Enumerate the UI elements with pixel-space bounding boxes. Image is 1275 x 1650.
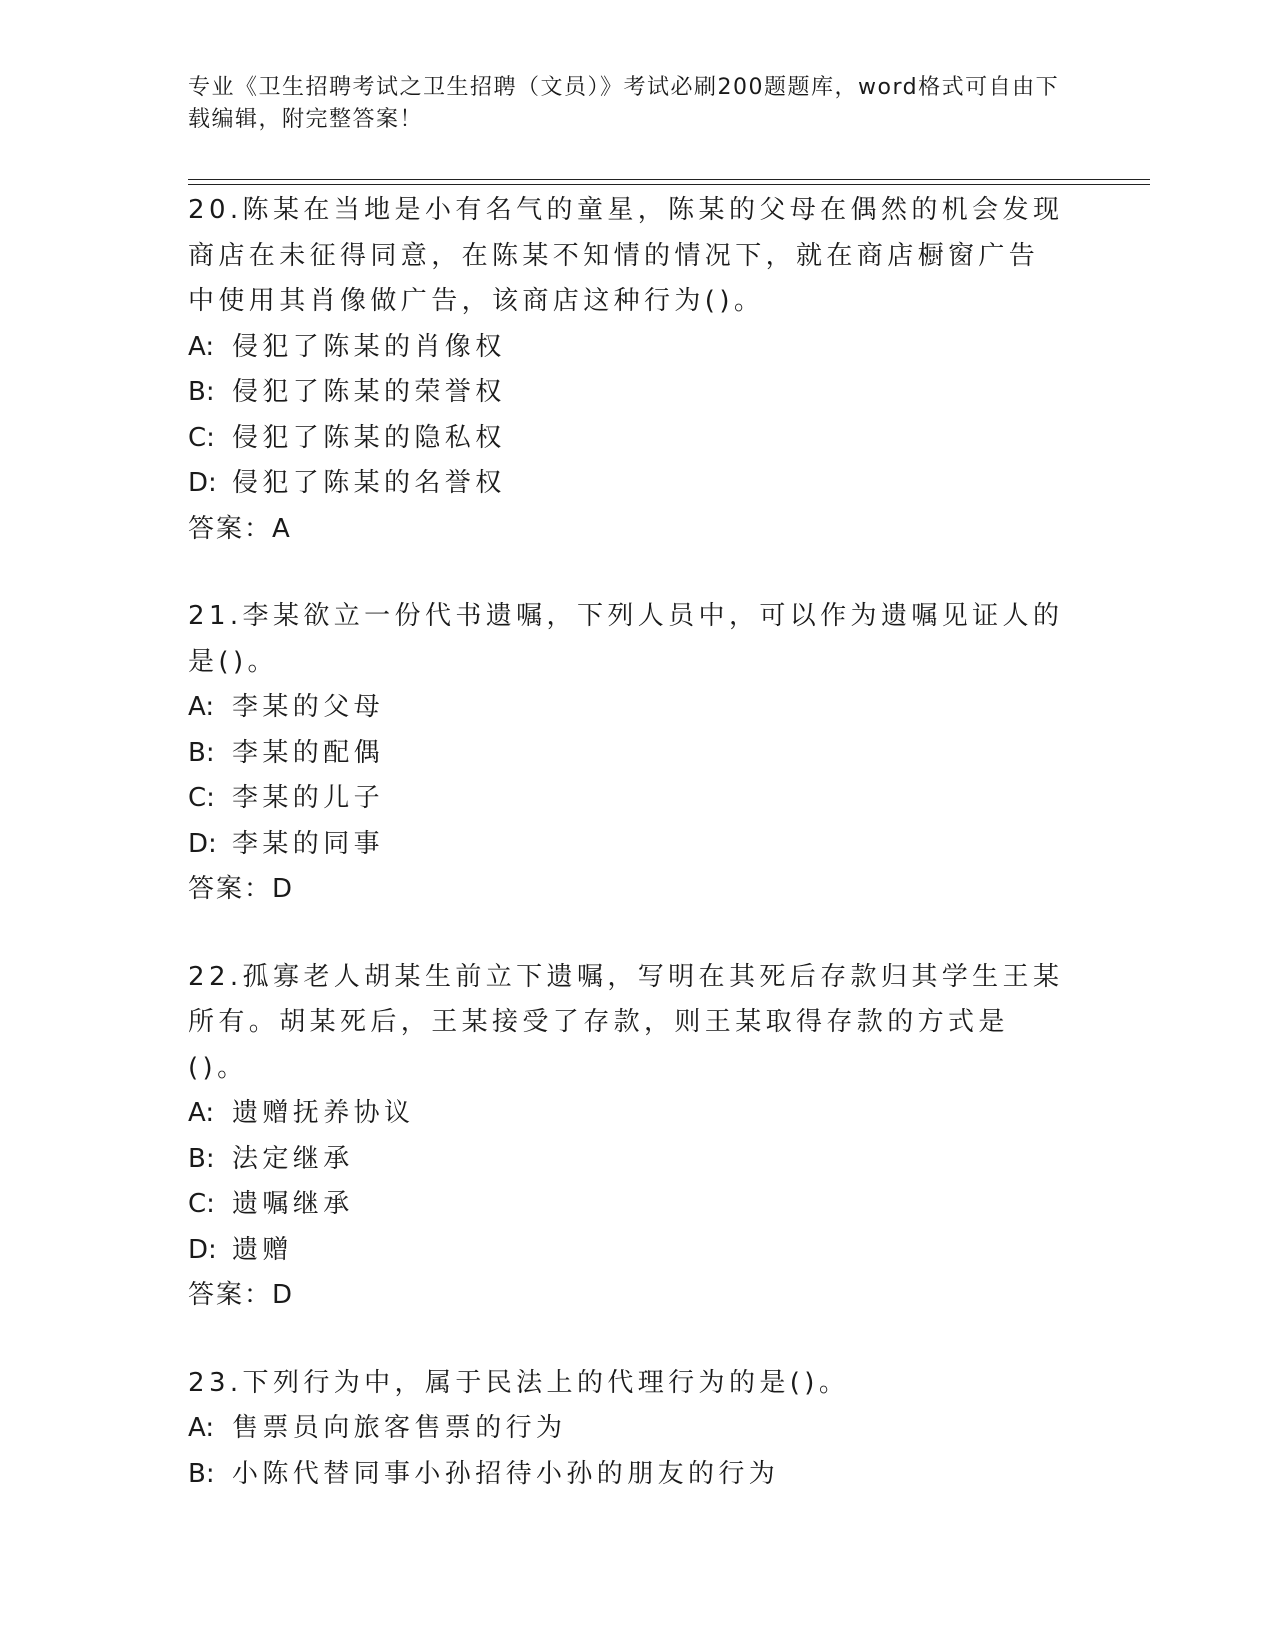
option-text: 遗嘱继承 — [232, 1189, 354, 1219]
option-text: 李某的儿子 — [232, 783, 385, 813]
option-d — [188, 822, 1088, 868]
answer-value: D — [272, 1280, 294, 1310]
option-b — [188, 1452, 1088, 1498]
answer-label: 答案： — [188, 513, 273, 544]
option-d — [188, 461, 1088, 507]
option-text: 售票员向旅客售票的行为 — [232, 1413, 567, 1443]
question-stem: 20.陈某在当地是小有名气的童星，陈某的父母在偶然的机会发现商店在未征得同意，在陈某不知情的情况下，就在商店橱窗广告中使用其肖像做广告，该商店这种行为()。 — [188, 195, 1064, 316]
header-text: 专业《卫生招聘考试之卫生招聘（文员）》考试必刷200题题库，word格式可自由下载编辑，附完整答案！ — [188, 75, 1060, 132]
option-letter: C: — [188, 783, 215, 813]
option-a — [188, 325, 1088, 371]
document-header — [188, 72, 1088, 136]
option-letter: A: — [188, 1413, 215, 1443]
question-stem: 22.孤寡老人胡某生前立下遗嘱，写明在其死后存款归其学生王某所有。胡某死后，王某接受了存款，则王某取得存款的方式是()。 — [188, 961, 1064, 1083]
option-c — [188, 416, 1088, 462]
question-stem: 21.李某欲立一份代书遗嘱，下列人员中，可以作为遗嘱见证人的是()。 — [188, 601, 1064, 677]
option-a — [188, 1406, 1088, 1452]
option-letter: D: — [188, 468, 217, 498]
option-letter: B: — [188, 377, 215, 407]
option-text: 小陈代替同事小孙招待小孙的朋友的行为 — [232, 1458, 780, 1489]
answer-value: D — [272, 874, 294, 904]
option-c — [188, 1182, 1088, 1228]
answer-value: A — [272, 513, 291, 544]
question-stem: 23.下列行为中，属于民法上的代理行为的是()。 — [188, 1367, 850, 1398]
option-text: 侵犯了陈某的肖像权 — [232, 331, 506, 362]
option-letter: C: — [188, 1189, 215, 1219]
option-a — [188, 1091, 1088, 1137]
answer-line — [188, 507, 1088, 553]
option-d — [188, 1228, 1088, 1274]
option-a — [188, 685, 1088, 731]
option-letter: B: — [188, 1458, 215, 1489]
option-b — [188, 1137, 1088, 1183]
option-text: 遗赠抚养协议 — [232, 1098, 415, 1128]
option-letter: A: — [188, 1098, 215, 1128]
option-text: 侵犯了陈某的隐私权 — [232, 422, 506, 453]
option-text: 法定继承 — [232, 1143, 354, 1174]
option-text: 李某的父母 — [232, 692, 385, 722]
option-text: 侵犯了陈某的荣誉权 — [232, 377, 506, 407]
option-letter: A: — [188, 331, 215, 362]
option-text: 侵犯了陈某的名誉权 — [232, 468, 506, 498]
question-21 — [188, 594, 1088, 913]
answer-label: 答案： — [188, 874, 273, 904]
option-letter: D: — [188, 828, 217, 859]
option-c — [188, 776, 1088, 822]
header-divider-top — [188, 179, 1150, 180]
option-letter: A: — [188, 692, 215, 722]
option-b — [188, 370, 1088, 416]
option-text: 李某的配偶 — [232, 737, 385, 768]
option-letter: B: — [188, 1143, 215, 1174]
header-divider-bottom — [188, 184, 1150, 185]
question-20 — [188, 188, 1088, 552]
option-letter: D: — [188, 1234, 217, 1265]
answer-line — [188, 1273, 1088, 1319]
question-list — [188, 188, 1088, 1539]
answer-label: 答案： — [188, 1280, 273, 1310]
option-text: 遗赠 — [232, 1234, 293, 1265]
answer-line — [188, 867, 1088, 913]
option-b — [188, 731, 1088, 777]
option-text: 李某的同事 — [232, 828, 385, 859]
question-23 — [188, 1361, 1088, 1498]
question-22 — [188, 955, 1088, 1319]
option-letter: C: — [188, 422, 215, 453]
option-letter: B: — [188, 737, 215, 768]
